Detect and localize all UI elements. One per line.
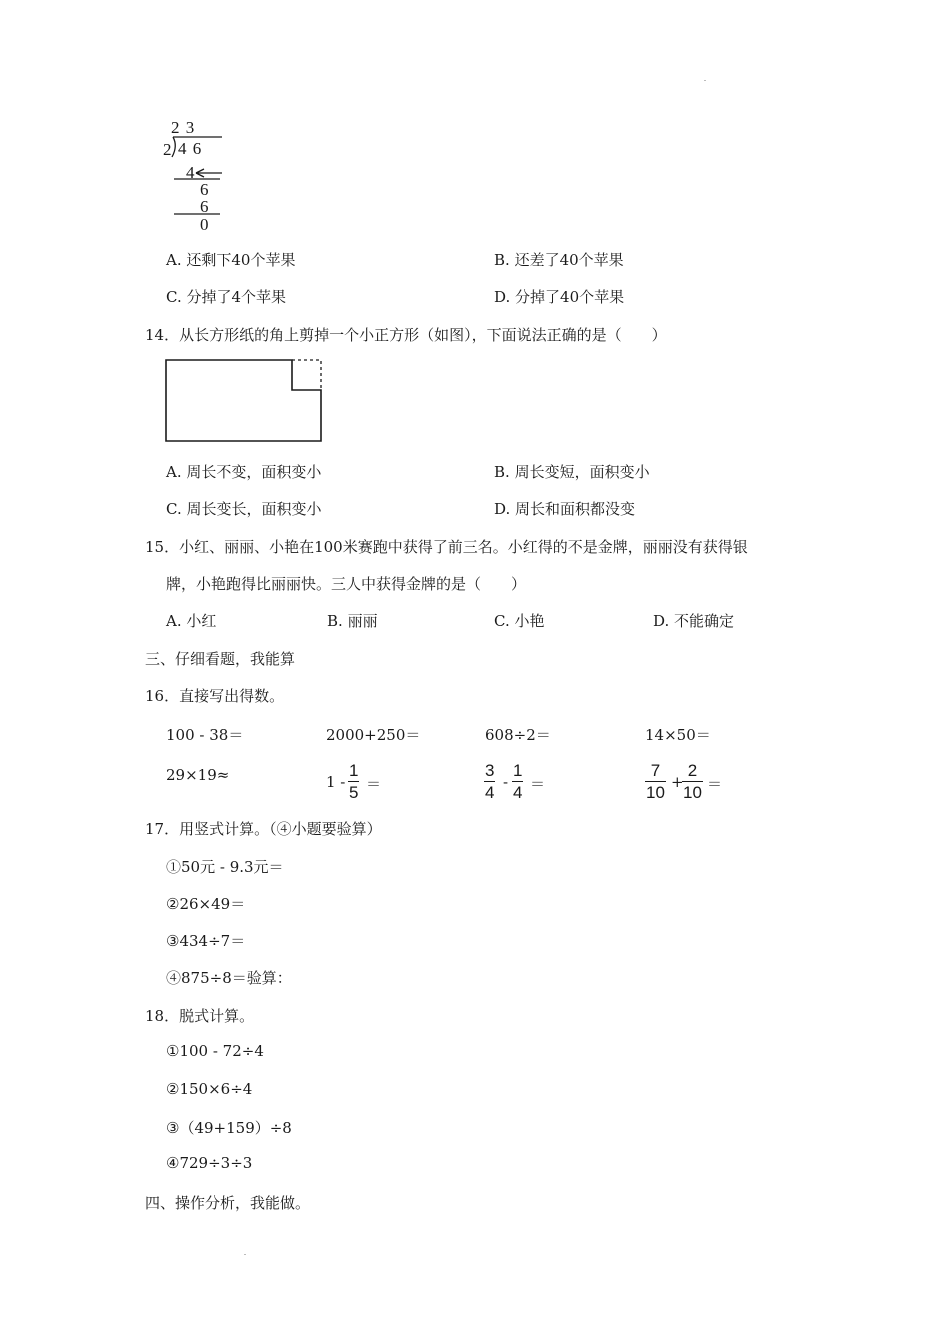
option-text: 周长不变，面积变小	[186, 463, 322, 481]
division-bracket-lines	[160, 118, 230, 234]
fraction-bar	[645, 781, 666, 782]
q16-expr-5: 29×19≈	[166, 766, 230, 784]
option-text: 不能确定	[674, 612, 735, 630]
fraction	[512, 762, 523, 801]
step-product-1: 4	[186, 163, 195, 182]
expr-equals: ＝	[366, 775, 382, 793]
q14-stem: 14．从长方形纸的角上剪掉一个小正方形（如图），下面说法正确的是（ ）	[145, 326, 667, 344]
q14-option-a[interactable]	[166, 461, 321, 482]
fraction-bar	[348, 781, 359, 782]
q13-option-d[interactable]	[494, 286, 624, 307]
option-letter: C.	[494, 612, 510, 630]
q17-item-4: ④875÷8＝验算：	[166, 969, 292, 987]
q18-item-2: ②150×6÷4	[166, 1080, 253, 1098]
fraction	[682, 762, 703, 801]
q13-option-b[interactable]	[494, 249, 624, 270]
fraction-numerator: 3	[485, 761, 495, 780]
option-letter: A.	[166, 251, 182, 269]
q15-stem-line2: 牌，小艳跑得比丽丽快。三人中获得金牌的是（ ）	[166, 575, 527, 593]
fraction-denominator: 10	[646, 783, 665, 802]
q15-option-b[interactable]	[327, 610, 378, 631]
q17-item-2: ②26×49＝	[166, 895, 246, 913]
q15-stem-line1: 15．小红、丽丽、小艳在100米赛跑中获得了前三名。小红得的不是金牌，丽丽没有获得银	[145, 538, 748, 556]
option-text: 还剩下40个苹果	[186, 251, 296, 269]
q17-item-1: ①50元 - 9.3元＝	[166, 858, 284, 876]
q13-option-c[interactable]	[166, 286, 286, 307]
expr-equals: ＝	[530, 775, 546, 793]
fraction-denominator: 4	[513, 783, 523, 802]
q18-item-4: ④729÷3÷3	[166, 1154, 253, 1172]
fraction-denominator: 10	[683, 783, 702, 802]
option-text: 小红	[186, 612, 217, 630]
option-letter: D.	[653, 612, 670, 630]
option-letter: C.	[166, 500, 182, 518]
q18-item-1: ①100 - 72÷4	[166, 1042, 264, 1060]
step-bring-down: 6	[200, 180, 209, 199]
q15-option-c[interactable]	[494, 610, 545, 631]
option-text: 丽丽	[347, 612, 378, 630]
long-division-figure	[160, 118, 230, 234]
fraction	[348, 762, 359, 801]
q15-option-d[interactable]	[653, 610, 734, 631]
expr-prefix: 1 -	[326, 773, 346, 791]
q17-item-3: ③434÷7＝	[166, 932, 246, 950]
fraction-bar	[484, 781, 495, 782]
fraction	[484, 762, 495, 801]
fraction-numerator: 2	[687, 761, 698, 780]
rectangle-cut-corner-figure	[164, 358, 326, 446]
option-text: 分掉了40个苹果	[515, 288, 625, 306]
option-letter: B.	[494, 251, 510, 269]
q13-option-a[interactable]	[166, 249, 295, 270]
expr-operator: -	[503, 773, 509, 791]
option-letter: A.	[166, 612, 182, 630]
q16-expr-1: 100 - 38＝	[166, 726, 244, 744]
page-speck	[244, 1254, 246, 1255]
fraction-numerator: 1	[349, 761, 359, 780]
option-text: 周长变短，面积变小	[514, 463, 650, 481]
option-letter: D.	[494, 500, 511, 518]
section-heading-4: 四、操作分析，我能做。	[145, 1194, 311, 1212]
q16-expr-4: 14×50＝	[645, 726, 711, 744]
option-letter: A.	[166, 463, 182, 481]
fraction-numerator: 1	[513, 761, 523, 780]
quotient: 2 3	[171, 118, 196, 137]
fraction-bar	[682, 781, 703, 782]
option-letter: B.	[327, 612, 343, 630]
option-letter: C.	[166, 288, 182, 306]
option-text: 周长变长，面积变小	[186, 500, 322, 518]
q16-expr-2: 2000+250＝	[326, 726, 421, 744]
option-text: 分掉了4个苹果	[186, 288, 287, 306]
fraction-bar	[512, 781, 523, 782]
fraction	[645, 762, 666, 801]
q16-expr-3: 608÷2＝	[485, 726, 551, 744]
dividend: 4 6	[178, 139, 203, 158]
fraction-denominator: 5	[349, 783, 359, 802]
q14-option-b[interactable]	[494, 461, 650, 482]
fraction-denominator: 4	[485, 783, 495, 802]
step-product-2: 6	[200, 197, 209, 216]
option-text: 周长和面积都没变	[515, 500, 636, 518]
option-text: 小艳	[514, 612, 545, 630]
page-speck	[704, 80, 706, 81]
divisor: 2	[163, 140, 172, 159]
q14-option-d[interactable]	[494, 498, 635, 519]
q16-stem: 16．直接写出得数。	[145, 687, 285, 705]
q15-option-a[interactable]	[166, 610, 216, 631]
expr-equals: ＝	[707, 775, 723, 793]
q14-option-c[interactable]	[166, 498, 322, 519]
expr-operator: +	[671, 773, 684, 791]
option-letter: B.	[494, 463, 510, 481]
fraction-numerator: 7	[650, 761, 661, 780]
option-text: 还差了40个苹果	[514, 251, 624, 269]
option-letter: D.	[494, 288, 511, 306]
q18-item-3: ③（49+159）÷8	[166, 1119, 292, 1137]
q18-stem: 18．脱式计算。	[145, 1007, 255, 1025]
section-heading-3: 三、仔细看题，我能算	[145, 650, 296, 668]
remainder: 0	[200, 215, 209, 234]
q17-stem: 17．用竖式计算。（④小题要验算）	[145, 820, 382, 838]
